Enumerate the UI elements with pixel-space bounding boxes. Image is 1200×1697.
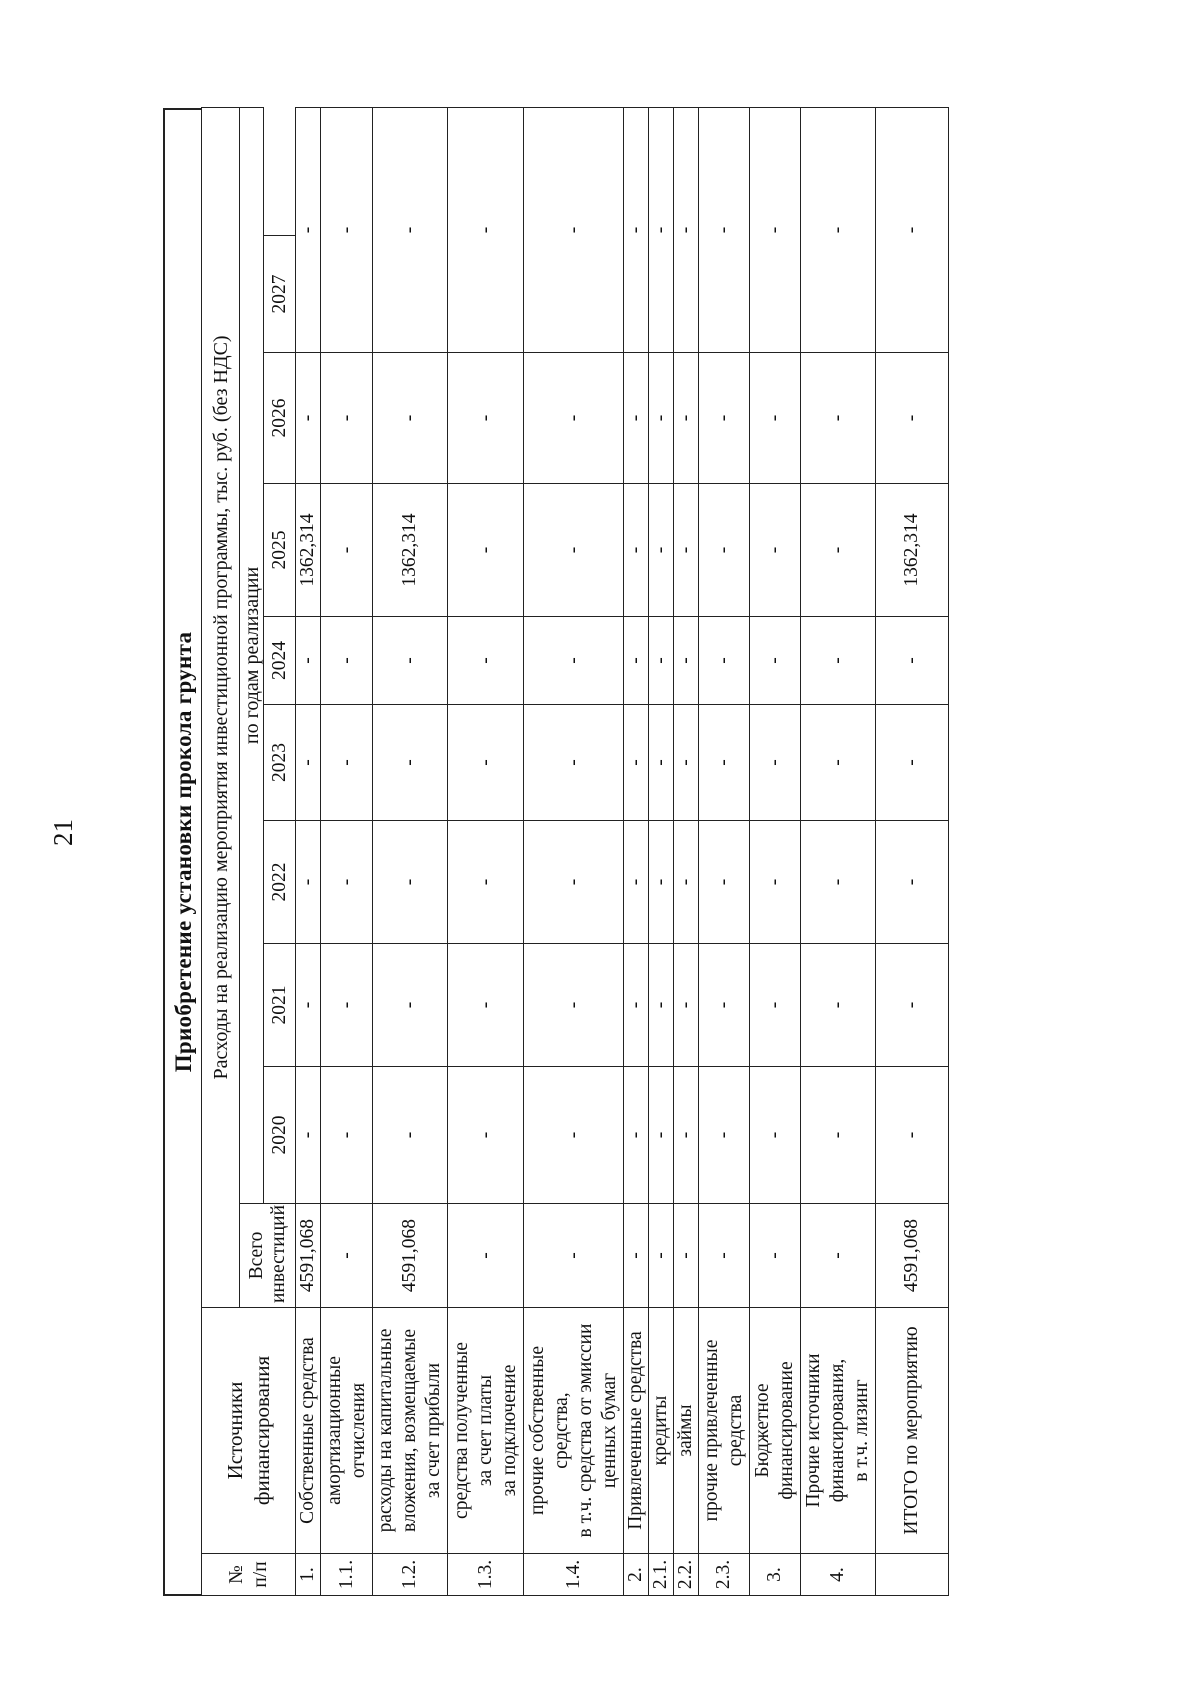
row-year-2026: - [448,353,524,484]
row-number: 3. [750,1554,801,1596]
row-year-2023: - [649,705,674,821]
row-year-2027: - [321,107,373,352]
row-year-2024: - [649,617,674,705]
row-year-2023: - [321,705,373,821]
row-year-2022: - [624,821,649,944]
row-total-investments: - [801,1204,876,1308]
row-year-2020: - [649,1067,674,1204]
table-row [649,107,674,1595]
table-row [524,107,624,1595]
row-year-2023: - [801,705,876,821]
row-year-2026: - [750,353,801,484]
row-year-2024: - [699,617,750,705]
table-row [674,107,699,1595]
row-year-2021: - [649,944,674,1067]
row-year-2020: - [624,1067,649,1204]
row-year-2022: - [699,821,750,944]
row-number: 2.3. [699,1554,750,1596]
row-year-2025: 1362,314 [373,484,448,617]
row-year-2022: - [801,821,876,944]
row-label: расходы на капитальные вложения, возмещаемые за счет прибыли [373,1308,448,1554]
row-number: 1.2. [373,1554,448,1596]
row-year-2022: - [750,821,801,944]
header-year-2021: 2021 [264,944,296,1067]
table-row [750,107,801,1595]
table-row [448,107,524,1595]
row-year-2021: - [624,944,649,1067]
row-year-2023: - [699,705,750,821]
header-year-2020: 2020 [264,1067,296,1204]
row-year-2022: - [373,821,448,944]
row-year-2021: - [699,944,750,1067]
row-total-investments: 4591,068 [876,1204,949,1308]
row-year-2022: - [649,821,674,944]
row-year-2026: - [801,353,876,484]
row-label: кредиты [649,1308,674,1554]
header-source: Источники финансирования [202,1308,296,1554]
table-row [321,107,373,1595]
row-label: займы [674,1308,699,1554]
table-body [296,107,949,1595]
row-year-2020: - [373,1067,448,1204]
row-year-2021: - [801,944,876,1067]
row-year-2026: - [876,353,949,484]
table-row [801,107,876,1595]
row-year-2020: - [674,1067,699,1204]
row-year-2020: - [876,1067,949,1204]
rotated-table-container [163,108,1003,1596]
header-by-years: по годам реализации [240,107,264,1203]
row-number: 1.3. [448,1554,524,1596]
row-year-2024: - [750,617,801,705]
row-number: 2.1. [649,1554,674,1596]
row-label: средства полученные за счет платы за подключение [448,1308,524,1554]
row-total-investments: - [321,1204,373,1308]
table-row [373,107,448,1595]
row-year-2027: - [876,107,949,352]
row-year-2024: - [448,617,524,705]
row-year-2027: - [373,107,448,352]
row-year-2020: - [750,1067,801,1204]
row-year-2026: - [373,353,448,484]
table-row [876,107,949,1595]
row-number: 4. [801,1554,876,1596]
row-year-2027: - [296,107,321,352]
row-year-2024: - [876,617,949,705]
row-number: 2.2. [674,1554,699,1596]
row-number: 2. [624,1554,649,1596]
header-num: № п/п [202,1554,296,1596]
row-year-2020: - [801,1067,876,1204]
header-year-2027: 2027 [264,236,296,353]
row-year-2027: - [624,107,649,352]
row-year-2021: - [321,944,373,1067]
row-year-2023: - [624,705,649,821]
row-year-2026: - [524,353,624,484]
row-year-2024: - [524,617,624,705]
row-year-2026: - [296,353,321,484]
row-number: 1.4. [524,1554,624,1596]
row-year-2022: - [876,821,949,944]
row-year-2025: - [801,484,876,617]
row-year-2025: - [750,484,801,617]
row-year-2025: - [524,484,624,617]
row-total-investments: - [524,1204,624,1308]
row-year-2027: - [699,107,750,352]
row-year-2022: - [448,821,524,944]
row-year-2027: - [448,107,524,352]
header-expenses: Расходы на реализацию мероприятия инвестиционной программы, тыс. руб. (без НДС) [202,107,240,1307]
table-row [296,107,321,1595]
row-total-investments: - [674,1204,699,1308]
row-year-2023: - [674,705,699,821]
row-year-2025: - [624,484,649,617]
row-year-2024: - [296,617,321,705]
row-total-investments: - [624,1204,649,1308]
row-total-investments: - [649,1204,674,1308]
financing-table [201,107,949,1596]
row-year-2024: - [373,617,448,705]
row-year-2020: - [321,1067,373,1204]
row-number: 1.1. [321,1554,373,1596]
row-year-2021: - [876,944,949,1067]
row-year-2020: - [699,1067,750,1204]
page-number: 21 [48,819,78,846]
row-year-2021: - [448,944,524,1067]
row-year-2025: 1362,314 [296,484,321,617]
row-number [876,1554,949,1596]
header-year-2023: 2023 [264,705,296,821]
row-year-2025: - [699,484,750,617]
row-year-2022: - [321,821,373,944]
row-year-2021: - [296,944,321,1067]
row-year-2027: - [524,107,624,352]
row-year-2023: - [524,705,624,821]
row-year-2027: - [674,107,699,352]
row-total-investments: - [750,1204,801,1308]
row-year-2020: - [524,1067,624,1204]
row-year-2020: - [296,1067,321,1204]
row-year-2021: - [373,944,448,1067]
row-label: прочие собственные средства, в т.ч. средства от эмиссии ценных бумаг [524,1308,624,1554]
row-year-2022: - [674,821,699,944]
row-number: 1. [296,1554,321,1596]
row-year-2025: - [649,484,674,617]
header-year-2025: 2025 [264,484,296,617]
row-total-investments: 4591,068 [373,1204,448,1308]
row-year-2020: - [448,1067,524,1204]
row-year-2023: - [296,705,321,821]
header-year-2024: 2024 [264,617,296,705]
row-year-2025: - [321,484,373,617]
header-year-2026: 2026 [264,353,296,484]
row-year-2023: - [373,705,448,821]
row-year-2021: - [750,944,801,1067]
row-year-2024: - [624,617,649,705]
row-label: Прочие источники финансирования, в т.ч. лизинг [801,1308,876,1554]
row-total-investments: - [699,1204,750,1308]
row-year-2024: - [321,617,373,705]
row-label: амортизационные отчисления [321,1308,373,1554]
row-label: Собственные средства [296,1308,321,1554]
row-year-2026: - [321,353,373,484]
row-year-2025: - [448,484,524,617]
row-year-2023: - [876,705,949,821]
row-label: Бюджетное финансирование [750,1308,801,1554]
table-title: Приобретение установки прокола грунта [163,108,201,1596]
row-year-2022: - [524,821,624,944]
row-year-2021: - [524,944,624,1067]
table-row [624,107,649,1595]
row-year-2025: 1362,314 [876,484,949,617]
row-year-2027: - [649,107,674,352]
header-total: Всего инвестиций [240,1204,296,1308]
row-year-2026: - [699,353,750,484]
row-year-2025: - [674,484,699,617]
row-year-2026: - [674,353,699,484]
row-label: Привлеченные средства [624,1308,649,1554]
row-year-2024: - [801,617,876,705]
row-total-investments: 4591,068 [296,1204,321,1308]
row-year-2023: - [448,705,524,821]
row-year-2021: - [674,944,699,1067]
row-year-2023: - [750,705,801,821]
row-year-2026: - [649,353,674,484]
row-year-2027: - [750,107,801,352]
row-label: прочие привлеченные средства [699,1308,750,1554]
row-year-2024: - [674,617,699,705]
row-year-2027: - [801,107,876,352]
row-total-investments: - [448,1204,524,1308]
table-row [699,107,750,1595]
row-year-2026: - [624,353,649,484]
row-label: ИТОГО по мероприятию [876,1308,949,1554]
header-year-2022: 2022 [264,821,296,944]
row-year-2022: - [296,821,321,944]
